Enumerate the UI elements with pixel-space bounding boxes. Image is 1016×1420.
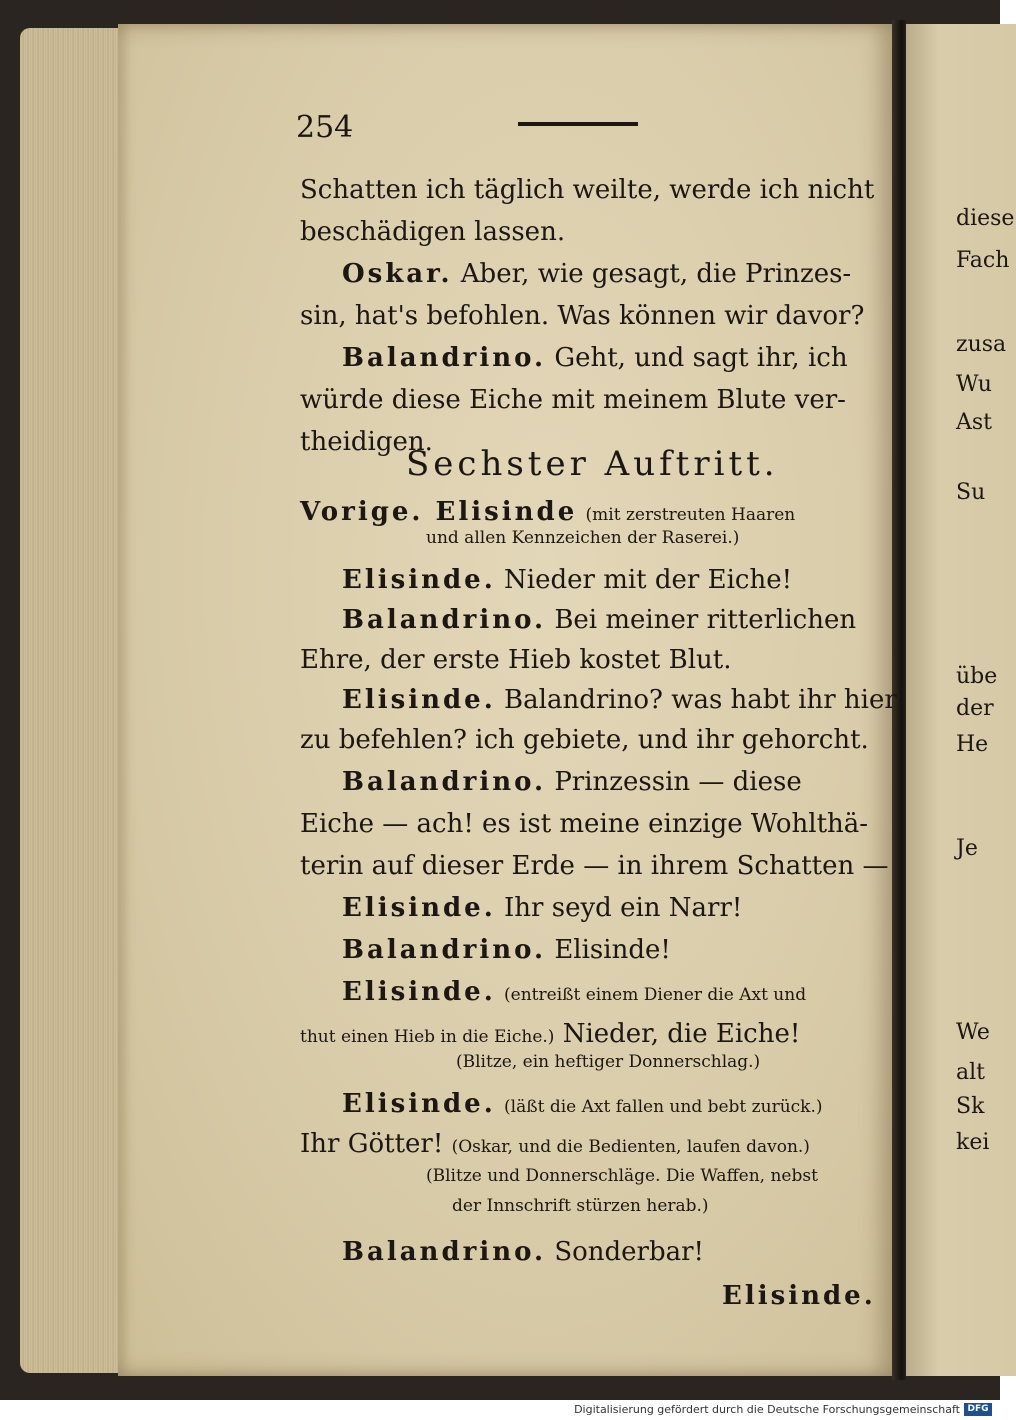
text-line: theidigen. [300,427,433,457]
stage-direction: (läßt die Axt fallen und bebt zurück.) [504,1097,823,1117]
right-page-fragment: Wu [956,372,992,397]
speech-line [342,1084,823,1127]
speech-line [342,254,851,294]
right-page-fragment: Sk [956,1094,985,1119]
speaker-name: Elisinde. [342,685,496,715]
right-page-fragment: kei [956,1130,990,1155]
footer-bar [0,1400,1000,1420]
right-page-fragment: alt [956,1060,985,1085]
scene-characters: Vorige. Elisinde [300,497,578,527]
speaker-name: Oskar. [342,259,453,289]
speaker-name: Elisinde. [342,565,496,595]
speaker-name: Balandrino. [342,605,547,635]
text-line: Schatten ich täglich weilte, werde ich nicht [300,175,875,205]
right-page-fragment: zusa [956,332,1007,357]
catchword: Elisinde. [722,1281,876,1311]
scene-heading: Sechster Auftritt. [406,444,779,484]
page-number: 254 [296,110,354,145]
text-line: Eiche — ach! es ist meine einzige Wohlthä- [300,809,869,839]
speech-text: Geht, und sagt ihr, ich [554,343,848,373]
dfg-logo: DFG [964,1403,992,1416]
speaker-name: Balandrino. [342,1237,547,1267]
speech-line [342,600,856,640]
stage-direction: (Oskar, und die Bedienten, laufen davon.) [451,1137,810,1157]
stage-direction: der Innschrift stürzen herab.) [452,1196,709,1216]
speaker-name: Elisinde. [342,1089,496,1119]
speech-line [342,338,848,378]
stage-direction: (Blitze und Donnerschläge. Die Waffen, nebst [426,1166,818,1186]
right-page-fragment: Ast [956,410,993,435]
speaker-name: Elisinde. [342,893,496,923]
right-page-fragment: diese [956,206,1015,231]
speech-line [342,972,806,1015]
text-line: Ehre, der erste Hieb kostet Blut. [300,645,732,675]
speech-line [342,680,897,720]
text-line: sin, hat's befohlen. Was können wir davor? [300,301,865,331]
right-page-fragment: Je [956,836,978,861]
text-line [300,1014,800,1057]
text-line: beschädigen lassen. [300,217,566,247]
text-line: zu befehlen? ich gebiete, und ihr gehorcht. [300,725,869,755]
text-line: terin auf dieser Erde — in ihrem Schatten — [300,851,889,881]
speech-text: Bei meiner ritterlichen [554,605,857,635]
stage-direction: (Blitze, ein heftiger Donnerschlag.) [456,1052,761,1072]
speech-text: Ihr seyd ein Narr! [504,893,743,923]
right-page-fragment: der [956,696,994,721]
text-line [300,1124,810,1167]
right-page-fragment: Fach [956,248,1010,273]
speech-line [342,560,792,600]
speaker-name: Balandrino. [342,767,547,797]
speech-text: Nieder mit der Eiche! [504,565,793,595]
speech-text: Prinzessin — diese [554,767,802,797]
footer-credit: Digitalisierung gefördert durch die Deutsche Forschungsgemeinschaft [574,1403,960,1416]
speech-text: Sonderbar! [554,1237,705,1267]
right-page-fragment: He [956,732,989,757]
speaker-name: Elisinde. [342,977,496,1007]
right-page-fragment: We [956,1020,990,1045]
speech-text: Ihr Götter! [300,1129,444,1159]
speech-line [342,930,671,970]
speech-line [342,1232,704,1272]
speech-line [342,762,802,802]
text-line: würde diese Eiche mit meinem Blute ver- [300,385,846,415]
stage-direction: thut einen Hieb in die Eiche.) [300,1027,555,1047]
speaker-name: Balandrino. [342,935,547,965]
speech-text: Balandrino? was habt ihr hier [504,685,897,715]
stage-direction: und allen Kennzeichen der Raserei.) [426,528,740,548]
speech-text: Nieder, die Eiche! [562,1019,801,1049]
speaker-name: Balandrino. [342,343,547,373]
speech-text: Elisinde! [554,935,671,965]
speech-text: Aber, wie gesagt, die Prinzes- [460,259,852,289]
right-page-fragment: übe [956,664,998,689]
right-page-fragment: Su [956,480,986,505]
speech-line [342,888,742,928]
stage-direction: (entreißt einem Diener die Axt und [504,985,807,1005]
stage-direction: (mit zerstreuten Haaren [585,505,796,525]
header-rule [518,122,638,126]
